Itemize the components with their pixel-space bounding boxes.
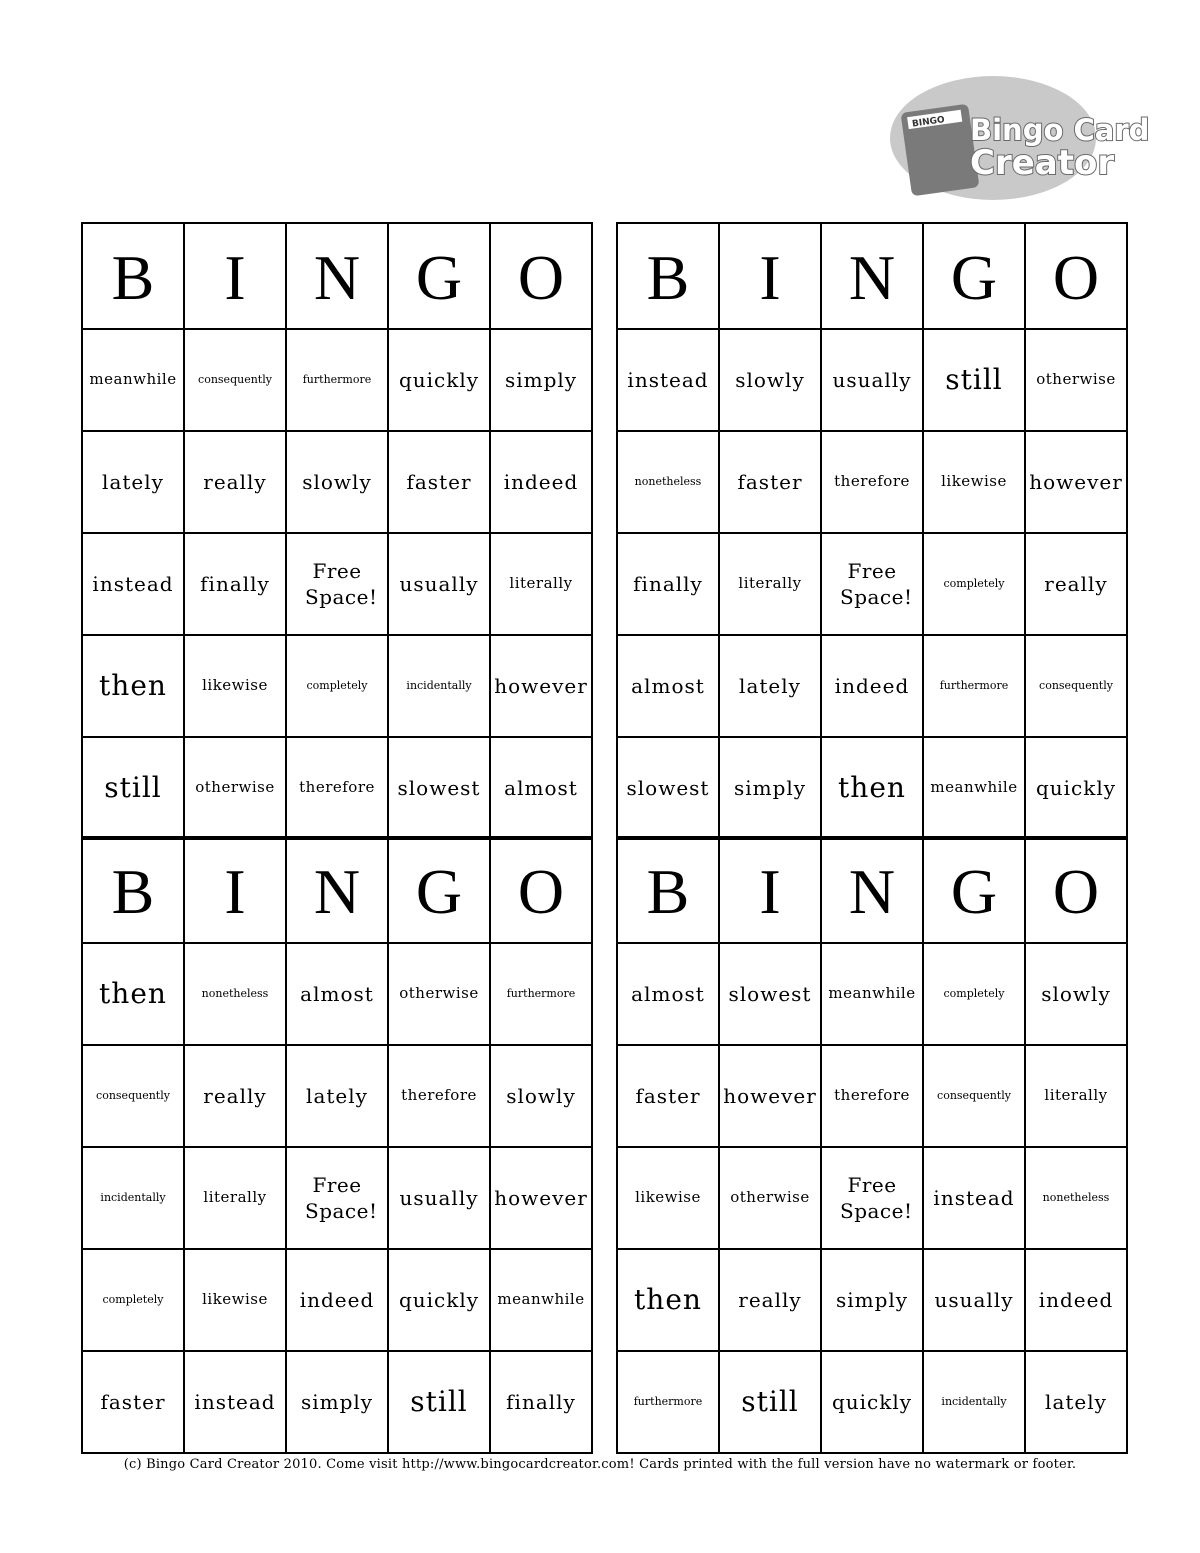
word-cell: then — [617, 1249, 719, 1351]
word-cell: otherwise — [1025, 329, 1127, 431]
word-cell: slowly — [286, 431, 388, 533]
word-cell: finally — [184, 533, 286, 635]
word-cell: however — [1025, 431, 1127, 533]
word-cell: nonetheless — [617, 431, 719, 533]
word-cell: however — [490, 1147, 592, 1249]
word-cell: lately — [719, 635, 821, 737]
word-cell: really — [184, 431, 286, 533]
word-cell: then — [82, 635, 184, 737]
card-row — [617, 1045, 1127, 1147]
word-cell: indeed — [286, 1249, 388, 1351]
free-space-cell: Free Space! — [821, 1147, 923, 1249]
free-space-cell: Free Space! — [286, 1147, 388, 1249]
header-letter: O — [490, 837, 592, 943]
header-letter: B — [82, 837, 184, 943]
card-row — [617, 1147, 1127, 1249]
word-cell: indeed — [821, 635, 923, 737]
header-letter: I — [719, 837, 821, 943]
header-letter: O — [490, 223, 592, 329]
word-cell: therefore — [286, 737, 388, 839]
word-cell: quickly — [821, 1351, 923, 1453]
word-cell: likewise — [184, 1249, 286, 1351]
word-cell: literally — [1025, 1045, 1127, 1147]
word-cell: otherwise — [388, 943, 490, 1045]
word-cell: really — [184, 1045, 286, 1147]
card-row — [82, 943, 592, 1045]
word-cell: consequently — [82, 1045, 184, 1147]
word-cell: usually — [388, 533, 490, 635]
card-header-row — [82, 837, 592, 943]
word-cell: simply — [286, 1351, 388, 1453]
word-cell: therefore — [821, 1045, 923, 1147]
word-cell: otherwise — [184, 737, 286, 839]
free-space-cell: Free Space! — [286, 533, 388, 635]
word-cell: however — [719, 1045, 821, 1147]
header-letter: B — [617, 223, 719, 329]
word-cell: meanwhile — [82, 329, 184, 431]
word-cell: still — [82, 737, 184, 839]
word-cell: still — [719, 1351, 821, 1453]
word-cell: therefore — [388, 1045, 490, 1147]
word-cell: almost — [490, 737, 592, 839]
header-letter: N — [286, 837, 388, 943]
word-cell: usually — [821, 329, 923, 431]
word-cell: consequently — [1025, 635, 1127, 737]
card-row — [617, 943, 1127, 1045]
card-row — [617, 533, 1127, 635]
word-cell: finally — [490, 1351, 592, 1453]
word-cell: still — [923, 329, 1025, 431]
card-row — [617, 1249, 1127, 1351]
word-cell: almost — [617, 635, 719, 737]
card-row — [82, 431, 592, 533]
card-row — [82, 329, 592, 431]
word-cell: slowest — [388, 737, 490, 839]
card-row — [617, 431, 1127, 533]
card-row — [82, 1045, 592, 1147]
header-letter: O — [1025, 223, 1127, 329]
word-cell: lately — [1025, 1351, 1127, 1453]
word-cell: consequently — [184, 329, 286, 431]
svg-text:BINGO: BINGO — [911, 115, 946, 130]
word-cell: furthermore — [617, 1351, 719, 1453]
card-header-row — [82, 223, 592, 329]
card-row — [617, 1351, 1127, 1453]
header-letter: G — [388, 837, 490, 943]
word-cell: faster — [388, 431, 490, 533]
word-cell: slowly — [490, 1045, 592, 1147]
word-cell: lately — [286, 1045, 388, 1147]
word-cell: nonetheless — [184, 943, 286, 1045]
svg-text:Bingo Card: Bingo Card — [970, 113, 1150, 147]
word-cell: furthermore — [490, 943, 592, 1045]
word-cell: faster — [617, 1045, 719, 1147]
card-row — [82, 1249, 592, 1351]
word-cell: completely — [82, 1249, 184, 1351]
word-cell: completely — [923, 943, 1025, 1045]
word-cell: meanwhile — [923, 737, 1025, 839]
header-letter: G — [923, 223, 1025, 329]
word-cell: instead — [923, 1147, 1025, 1249]
header-letter: G — [923, 837, 1025, 943]
word-cell: incidentally — [923, 1351, 1025, 1453]
word-cell: faster — [82, 1351, 184, 1453]
bingo-card-1 — [81, 222, 593, 840]
word-cell: likewise — [923, 431, 1025, 533]
word-cell: however — [490, 635, 592, 737]
word-cell: quickly — [1025, 737, 1127, 839]
header-letter: B — [82, 223, 184, 329]
word-cell: meanwhile — [490, 1249, 592, 1351]
card-row — [617, 329, 1127, 431]
header-letter: G — [388, 223, 490, 329]
card-row — [617, 737, 1127, 839]
word-cell: then — [821, 737, 923, 839]
word-cell: literally — [184, 1147, 286, 1249]
word-cell: indeed — [1025, 1249, 1127, 1351]
bingo-card-creator-logo — [888, 72, 1150, 202]
word-cell: otherwise — [719, 1147, 821, 1249]
word-cell: still — [388, 1351, 490, 1453]
word-cell: slowest — [617, 737, 719, 839]
word-cell: instead — [184, 1351, 286, 1453]
card-header-row — [617, 837, 1127, 943]
header-letter: I — [719, 223, 821, 329]
word-cell: furthermore — [923, 635, 1025, 737]
header-letter: N — [286, 223, 388, 329]
free-space-cell: Free Space! — [821, 533, 923, 635]
card-row — [82, 635, 592, 737]
word-cell: furthermore — [286, 329, 388, 431]
word-cell: quickly — [388, 1249, 490, 1351]
word-cell: usually — [923, 1249, 1025, 1351]
bingo-card-4 — [616, 836, 1128, 1454]
word-cell: slowest — [719, 943, 821, 1045]
card-row — [82, 1147, 592, 1249]
card-row — [617, 635, 1127, 737]
card-row — [82, 1351, 592, 1453]
word-cell: simply — [490, 329, 592, 431]
card-row — [82, 533, 592, 635]
bingo-card-3 — [81, 836, 593, 1454]
word-cell: usually — [388, 1147, 490, 1249]
word-cell: slowly — [1025, 943, 1127, 1045]
word-cell: almost — [617, 943, 719, 1045]
header-letter: N — [821, 837, 923, 943]
header-letter: O — [1025, 837, 1127, 943]
word-cell: incidentally — [388, 635, 490, 737]
word-cell: almost — [286, 943, 388, 1045]
card-header-row — [617, 223, 1127, 329]
word-cell: really — [1025, 533, 1127, 635]
word-cell: really — [719, 1249, 821, 1351]
header-letter: N — [821, 223, 923, 329]
word-cell: quickly — [388, 329, 490, 431]
word-cell: finally — [617, 533, 719, 635]
word-cell: completely — [286, 635, 388, 737]
word-cell: incidentally — [82, 1147, 184, 1249]
header-letter: I — [184, 223, 286, 329]
word-cell: simply — [821, 1249, 923, 1351]
word-cell: therefore — [821, 431, 923, 533]
card-row — [82, 737, 592, 839]
header-letter: I — [184, 837, 286, 943]
word-cell: likewise — [184, 635, 286, 737]
word-cell: indeed — [490, 431, 592, 533]
word-cell: simply — [719, 737, 821, 839]
word-cell: completely — [923, 533, 1025, 635]
header-letter: B — [617, 837, 719, 943]
bingo-card-2 — [616, 222, 1128, 840]
word-cell: literally — [490, 533, 592, 635]
word-cell: instead — [82, 533, 184, 635]
word-cell: instead — [617, 329, 719, 431]
word-cell: then — [82, 943, 184, 1045]
word-cell: likewise — [617, 1147, 719, 1249]
svg-text:Creator: Creator — [970, 143, 1115, 183]
word-cell: literally — [719, 533, 821, 635]
word-cell: nonetheless — [1025, 1147, 1127, 1249]
word-cell: consequently — [923, 1045, 1025, 1147]
word-cell: meanwhile — [821, 943, 923, 1045]
word-cell: faster — [719, 431, 821, 533]
word-cell: lately — [82, 431, 184, 533]
word-cell: slowly — [719, 329, 821, 431]
footer-copyright: (c) Bingo Card Creator 2010. Come visit http://www.bingocardcreator.com! Cards printed with the full version have no watermark or footer. — [123, 1457, 1077, 1472]
